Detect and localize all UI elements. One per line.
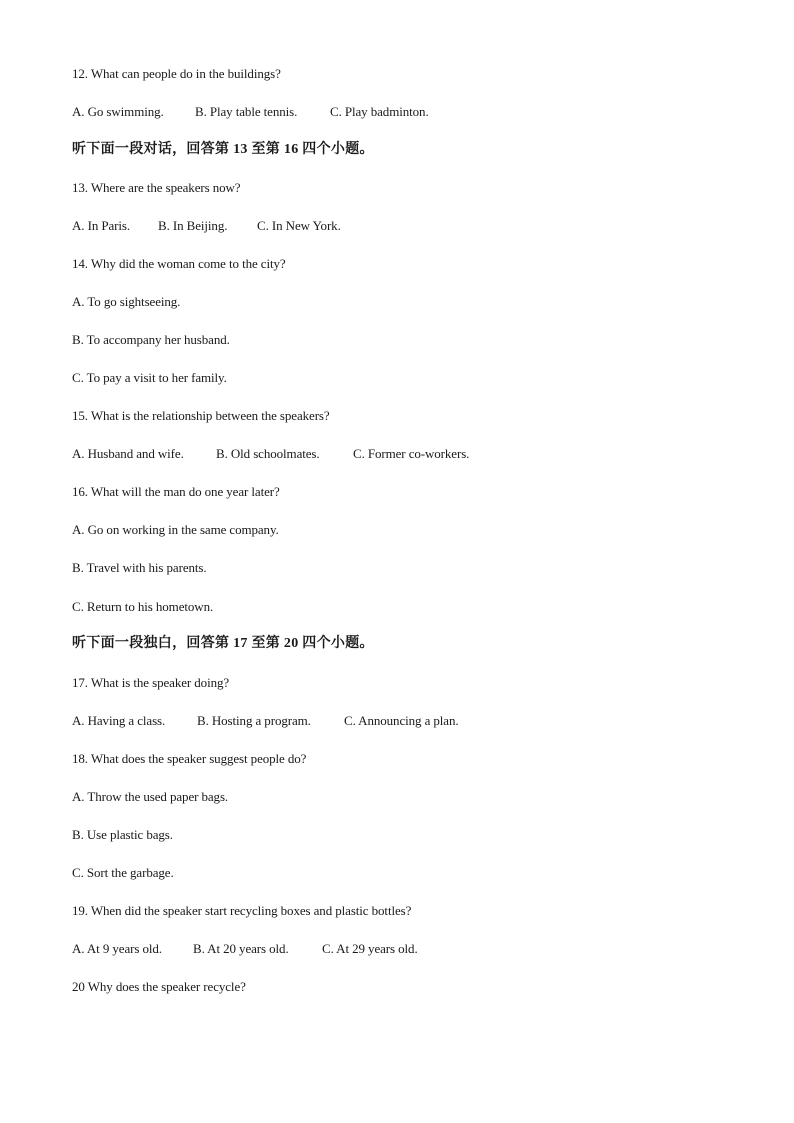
option-a: A. At 9 years old.	[72, 941, 162, 956]
option-a: A. Throw the used paper bags.	[72, 789, 229, 804]
question-13: 13. Where are the speakers now?	[72, 180, 241, 195]
options-q12	[72, 104, 429, 120]
question-14: 14. Why did the woman come to the city?	[72, 256, 286, 271]
option-c: C. Play badminton.	[330, 104, 429, 119]
option-b: B. Hosting a program.	[197, 713, 311, 728]
question-16: 16. What will the man do one year later?	[72, 484, 280, 499]
option-a: A. To go sightseeing.	[72, 294, 181, 309]
option-c: C. To pay a visit to her family.	[72, 370, 227, 385]
question-18: 18. What does the speaker suggest people do?	[72, 751, 307, 766]
option-b: B. At 20 years old.	[193, 941, 289, 956]
options-q19	[72, 941, 418, 957]
option-b: B. Play table tennis.	[195, 104, 298, 119]
option-b: B. Old schoolmates.	[216, 446, 320, 461]
question-15: 15. What is the relationship between the speakers?	[72, 408, 330, 423]
question-12: 12. What can people do in the buildings?	[72, 66, 281, 81]
option-b: B. In Beijing.	[158, 218, 228, 233]
option-c: C. Sort the garbage.	[72, 865, 174, 880]
options-q15	[72, 446, 469, 462]
option-a: A. Having a class.	[72, 713, 166, 728]
question-19: 19. When did the speaker start recycling boxes and plastic bottles?	[72, 903, 412, 918]
option-a: A. Husband and wife.	[72, 446, 184, 461]
option-c: C. Return to his hometown.	[72, 599, 214, 614]
option-a: A. Go on working in the same company.	[72, 522, 279, 537]
options-q13	[72, 218, 341, 234]
option-b: B. Travel with his parents.	[72, 560, 207, 575]
section-heading-17-20: 听下面一段独白，回答第 17 至第 20 四个小题。	[72, 636, 374, 651]
question-20: 20 Why does the speaker recycle?	[72, 979, 246, 994]
option-a: A. In Paris.	[72, 218, 131, 233]
option-c: C. At 29 years old.	[322, 941, 418, 956]
option-b: B. To accompany her husband.	[72, 332, 230, 347]
option-c: C. Announcing a plan.	[344, 713, 459, 728]
option-a: A. Go swimming.	[72, 104, 164, 119]
question-17: 17. What is the speaker doing?	[72, 675, 230, 690]
option-c: C. Former co-workers.	[353, 446, 470, 461]
option-c: C. In New York.	[257, 218, 341, 233]
option-b: B. Use plastic bags.	[72, 827, 173, 842]
options-q17	[72, 713, 459, 729]
section-heading-13-16: 听下面一段对话，回答第 13 至第 16 四个小题。	[72, 142, 374, 157]
